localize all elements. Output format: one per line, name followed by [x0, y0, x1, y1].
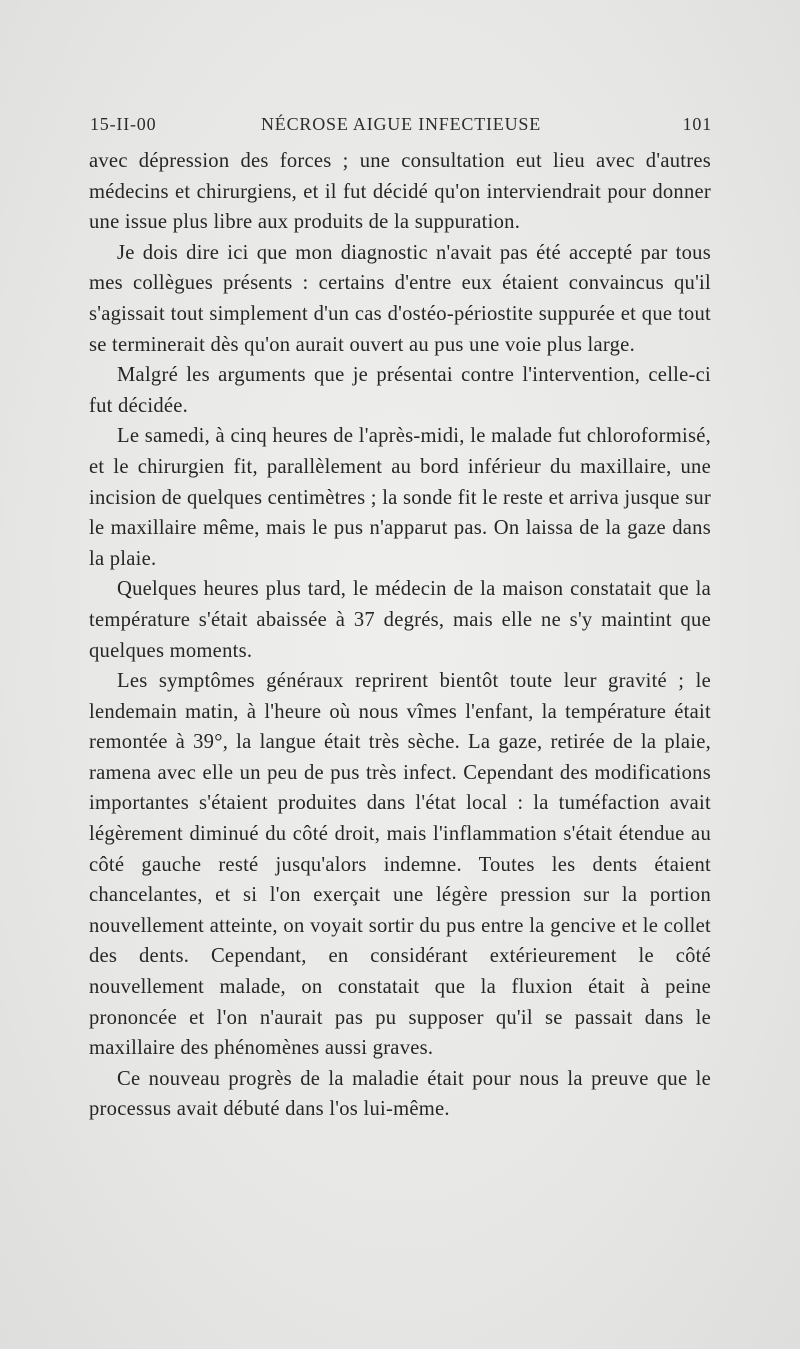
header-date: 15-II-00	[90, 114, 157, 134]
paragraph-3: Malgré les arguments que je présentai contre l'intervention, celle-ci fut décidée.	[89, 364, 711, 417]
header-title: NÉCROSE AIGUE INFECTIEUSE	[261, 114, 541, 134]
paragraph-6: Les symptômes généraux reprirent bientôt toute leur gravité ; le lendemain matin, à l'heure où nous vîmes l'enfant, la température était remontée à 39°, la langue était très sèche. La gaze, retirée de la plaie, ramena avec elle un peu de pus très infect. Cependant des modifications importantes s'étaient produites dans l'état local : la tuméfaction avait légèrement diminué du côté droit, mais l'inflammation s'était étendue au côté gauche resté jusqu'alors indemne. Toutes les dents étaient chancelantes, et si l'on exerçait une légère pression sur la portion nouvellement atteinte, on voyait sortir du pus entre la gencive et le collet des dents. Cependant, en considérant extérieurement le côté nouvellement malade, on constatait que la fluxion était à peine prononcée et l'on n'aurait pas pu supposer qu'il se passait dans le maxillaire des phénomènes aussi graves.	[89, 670, 711, 1060]
paragraph-2: Je dois dire ici que mon diagnostic n'avait pas été accepté par tous mes collègues présents : certains d'entre eux étaient convaincus qu'il s'agissait tout simplement d'un cas d'ostéo-périostite suppurée et que tout se terminerait dès qu'on aurait ouvert au pus une voie plus large.	[89, 241, 711, 356]
paragraph-7: Ce nouveau progrès de la maladie était pour nous la preuve que le processus avait débuté dans l'os lui-même.	[89, 1067, 711, 1121]
paragraph-4: Le samedi, à cinq heures de l'après-midi, le malade fut chloroformisé, et le chirurgien fit, parallèlement au bord inférieur du maxillaire, une incision de quelques centimètres ; la sonde fit le reste et arriva jusque sur le maxillaire même, mais le pus n'apparut pas. On laissa de la gaze dans la plaie.	[89, 425, 711, 570]
body-text	[89, 146, 711, 1125]
page-number: 101	[682, 114, 712, 134]
paragraph-1: avec dépression des forces ; une consultation eut lieu avec d'autres médecins et chirurgiens, et il fut décidé qu'on interviendrait pour donner une issue plus libre aux produits de la suppuration.	[89, 150, 711, 234]
paragraph-5: Quelques heures plus tard, le médecin de la maison constatait que la température s'était abaissée à 37 degrés, mais elle ne s'y maintint que quelques moments.	[89, 578, 711, 662]
running-header	[90, 114, 712, 142]
